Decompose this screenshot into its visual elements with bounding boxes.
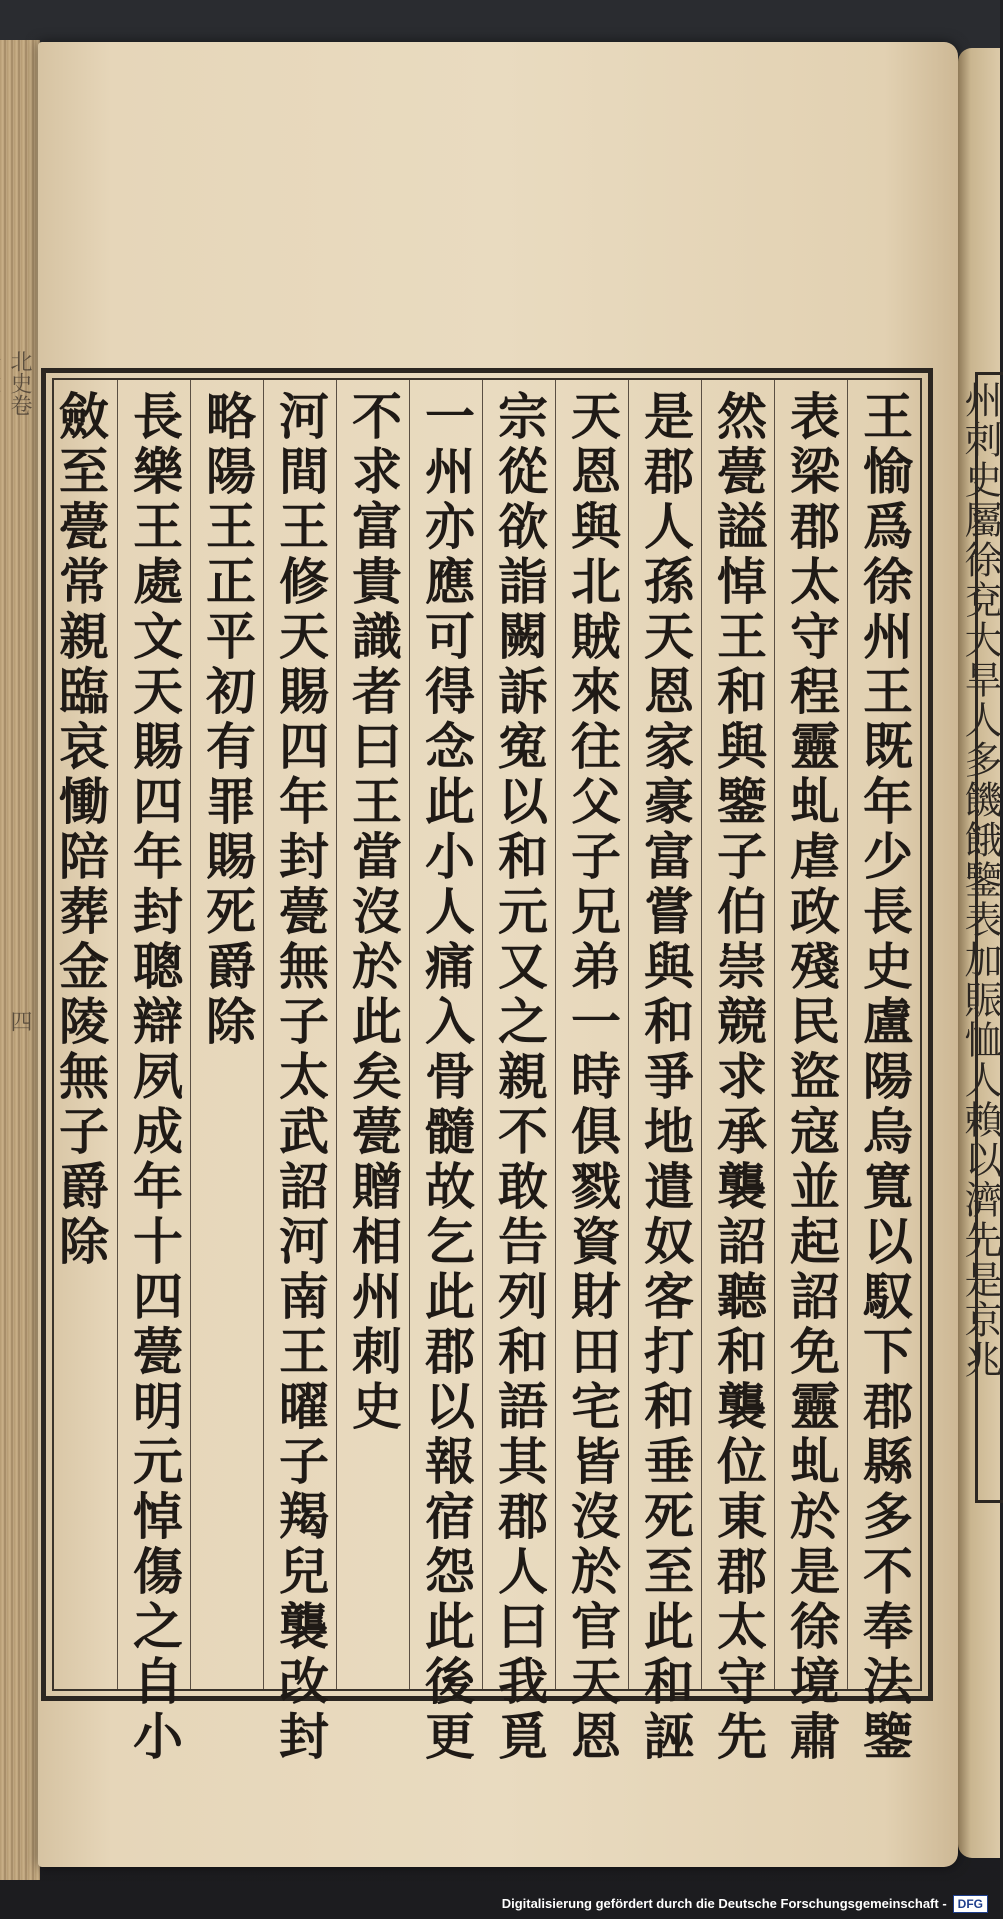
dfg-logo: DFG — [953, 1895, 988, 1913]
column-text: 王愉爲徐州王既年少長史盧陽烏寬以馭下郡縣多不奉法鑒 — [855, 390, 914, 1765]
text-column — [44, 380, 117, 1689]
column-text: 表梁郡太守程靈虬虐政殘民盜寇並起詔免靈虬於是徐境肅 — [782, 390, 841, 1765]
text-column — [774, 380, 847, 1765]
text-column — [190, 380, 263, 1689]
next-page-text — [983, 380, 1000, 1490]
column-text: 一州亦應可得念此小人痛入骨髓故乞此郡以報宿怨此後更 — [417, 390, 476, 1765]
column-text: 不求富貴識者曰王當沒於此矣甍贈相州刺史 — [344, 390, 403, 1435]
margin-title: 北史卷 — [7, 350, 32, 416]
column-text: 是郡人孫天恩家豪富嘗與和爭地遣奴客打和垂死至此和誣 — [636, 390, 695, 1765]
column-text: 略陽王正平初有罪賜死爵除 — [198, 390, 257, 1050]
margin-page-number: 四 — [7, 1010, 32, 1032]
text-columns — [51, 380, 920, 1765]
digitization-credit — [502, 1893, 988, 1915]
text-block-inner-border — [51, 378, 922, 1765]
column-text: 天恩與北賊來往父子兄弟一時俱戮資財田宅皆沒於官天恩 — [563, 390, 622, 1765]
text-column — [117, 380, 190, 1765]
text-column — [628, 380, 701, 1765]
column-text: 長樂王處文天賜四年封聰辯夙成年十四甍明元悼傷之自小 — [125, 390, 184, 1765]
column-text: 河間王修天賜四年封甍無子太武詔河南王曜子羯兒襲改封 — [271, 390, 330, 1765]
text-column — [482, 380, 555, 1765]
column-text: 斂至甍常親臨哀慟陪葬金陵無子爵除 — [51, 390, 110, 1270]
page-edges — [0, 40, 40, 1880]
column-text: 宗從欲詣闕訴寃以和元又之親不敢告列和語其郡人曰我覓 — [490, 390, 549, 1765]
column-text: 然甍謚悼王和與鑒子伯崇競求承襲詔聽和襲位東郡太守先 — [709, 390, 768, 1765]
text-column — [701, 380, 774, 1765]
text-column — [847, 380, 920, 1765]
text-column — [555, 380, 628, 1765]
text-column — [409, 380, 482, 1765]
credit-text: Digitalisierung gefördert durch die Deutsche Forschungsgemeinschaft - — [501, 1896, 947, 1911]
text-column — [336, 380, 409, 1689]
text-column — [263, 380, 336, 1765]
text-block-frame — [41, 368, 933, 1765]
